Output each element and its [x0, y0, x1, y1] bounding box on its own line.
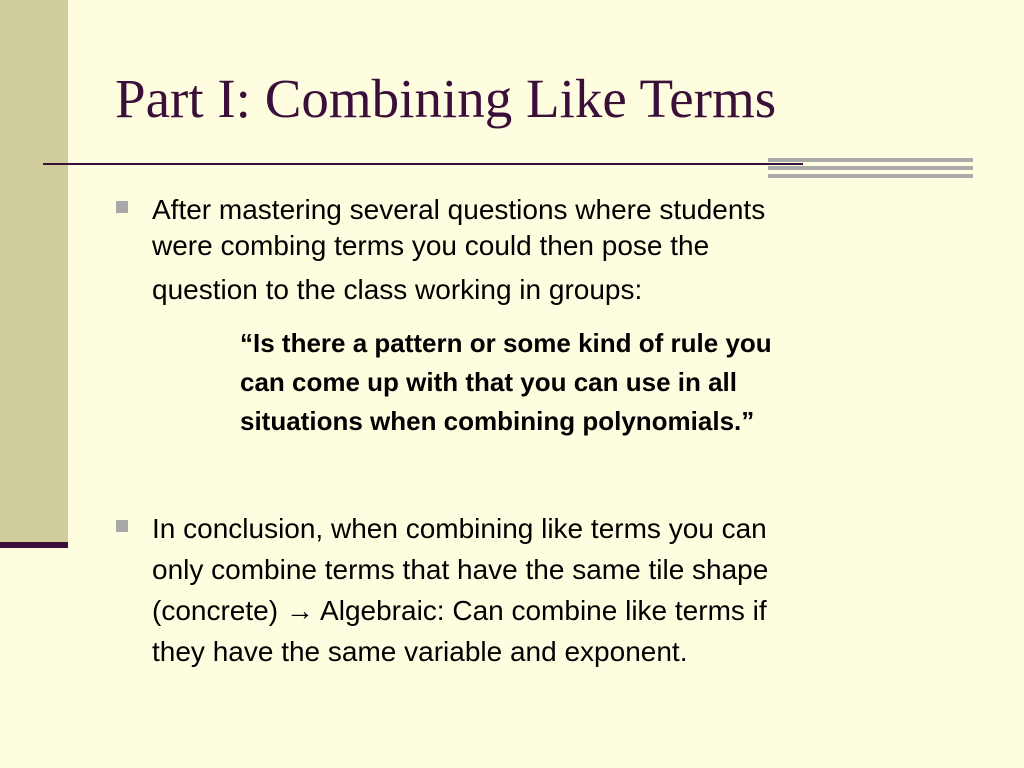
bullet-1-text [152, 188, 912, 312]
title-divider-bar [768, 158, 973, 162]
bullet-2-line: only combine terms that have the same tile shape [152, 554, 769, 585]
quote-line: situations when combining polynomials.” [240, 406, 755, 436]
bullet-1-line: question to the class working in groups: [152, 274, 643, 305]
quote-block [240, 324, 930, 441]
title-divider-line [43, 163, 803, 165]
bullet-2-text [152, 508, 912, 672]
quote-line: can come up with that you can use in all [240, 367, 737, 397]
bullet-1-line: After mastering several questions where students [152, 194, 766, 225]
left-decorative-band [0, 0, 68, 545]
quote-line: “Is there a pattern or some kind of rule you [240, 328, 772, 358]
title-divider-bar [768, 174, 973, 178]
left-band-underline [0, 542, 68, 548]
bullet-2-line: In conclusion, when combining like terms you can [152, 513, 767, 544]
bullet-2-line: (concrete) → Algebraic: Can combine like terms if [152, 595, 767, 626]
bullet-1-line: were combing terms you could then pose the [152, 230, 710, 261]
bullet-square-icon [116, 201, 128, 213]
bullet-square-icon [116, 520, 128, 532]
slide-title: Part I: Combining Like Terms [115, 68, 777, 129]
bullet-2-line: they have the same variable and exponent. [152, 636, 688, 667]
title-divider-bar [768, 166, 973, 170]
